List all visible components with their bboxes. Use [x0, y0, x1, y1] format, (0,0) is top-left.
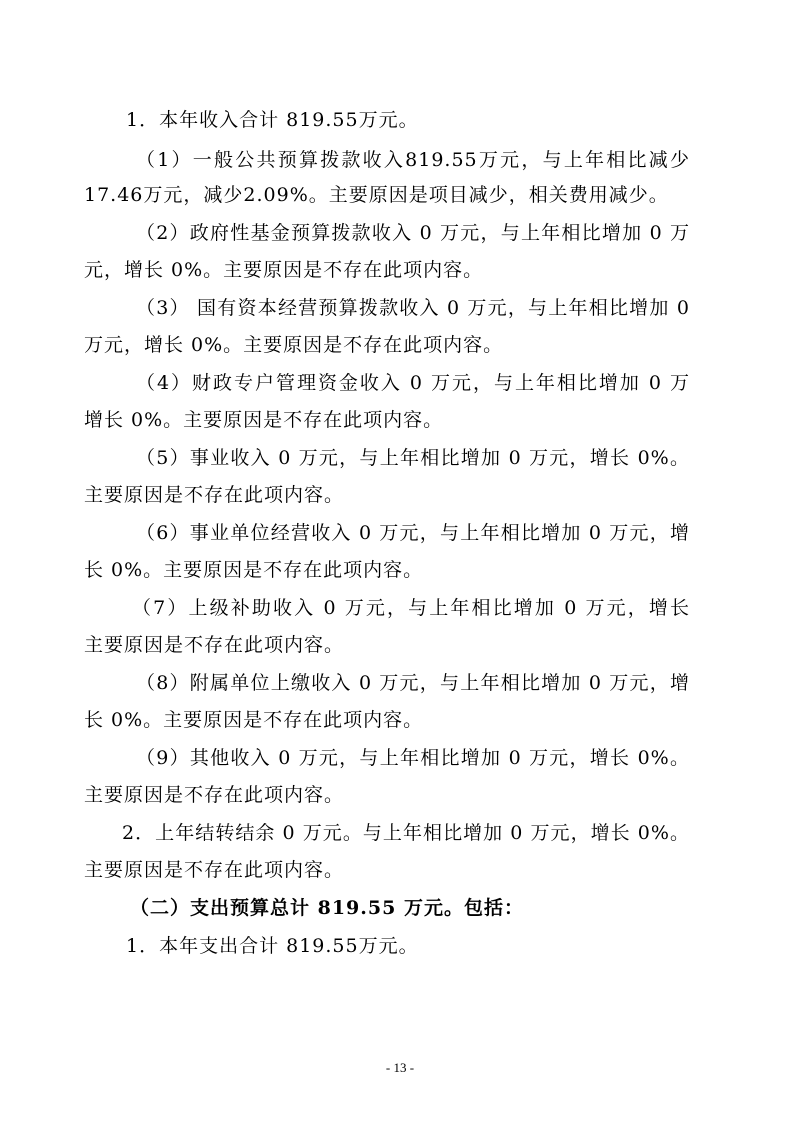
paragraph-line: 主要原因是不存在此项内容。 — [84, 484, 345, 506]
section-heading: （二）支出预算总计 819.55 万元。包括： — [130, 897, 524, 919]
paragraph-line: （4）财政专户管理资金收入 0 万元，与上年相比增加 0 万 — [136, 372, 690, 394]
paragraph-line: 增长 0%。主要原因是不存在此项内容。 — [84, 409, 444, 431]
paragraph-line: （6）事业单位经营收入 0 万元，与上年相比增加 0 万元，增 — [136, 522, 690, 544]
paragraph-line: 1．本年收入合计 819.55万元。 — [126, 109, 419, 131]
paragraph-line: 元，增长 0%。主要原因是不存在此项内容。 — [84, 259, 484, 281]
paragraph-line: （1）一般公共预算拨款收入819.55万元，与上年相比减少 — [136, 149, 690, 171]
paragraph-line: 2．上年结转结余 0 万元。与上年相比增加 0 万元，增长 0%。 — [122, 822, 690, 844]
paragraph-line: 长 0%。主要原因是不存在此项内容。 — [84, 559, 424, 581]
paragraph-line: （3） 国有资本经营预算拨款收入 0 万元，与上年相比增加 0 — [136, 297, 690, 319]
paragraph-line: 17.46万元，减少2.09%。主要原因是项目减少，相关费用减少。 — [84, 184, 669, 206]
paragraph-line: （8）附属单位上缴收入 0 万元，与上年相比增加 0 万元，增 — [136, 672, 690, 694]
paragraph-line: 主要原因是不存在此项内容。 — [84, 784, 345, 806]
paragraph-line: （7）上级补助收入 0 万元，与上年相比增加 0 万元，增长 — [132, 597, 690, 619]
paragraph-line: （5）事业收入 0 万元，与上年相比增加 0 万元，增长 0%。 — [136, 447, 690, 469]
paragraph-line: 万元，增长 0%。主要原因是不存在此项内容。 — [84, 334, 504, 356]
paragraph-line: 主要原因是不存在此项内容。 — [84, 634, 345, 656]
paragraph-line: （9）其他收入 0 万元，与上年相比增加 0 万元，增长 0%。 — [136, 747, 690, 769]
paragraph-line: 1．本年支出合计 819.55万元。 — [126, 935, 419, 957]
paragraph-line: 主要原因是不存在此项内容。 — [84, 859, 345, 881]
paragraph-line: （2）政府性基金预算拨款收入 0 万元，与上年相比增加 0 万 — [136, 222, 690, 244]
page-number: - 13 - — [385, 1060, 415, 1075]
paragraph-line: 长 0%。主要原因是不存在此项内容。 — [84, 709, 424, 731]
